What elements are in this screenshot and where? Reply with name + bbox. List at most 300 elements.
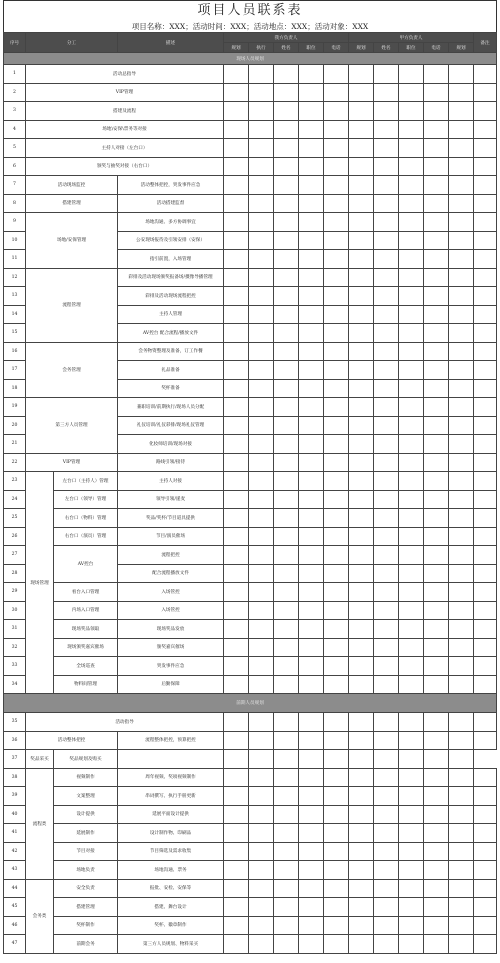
blank-cell [224, 398, 249, 417]
table-row [4, 546, 497, 565]
blank-cell [224, 824, 249, 843]
row-description: 突发事件应急 [118, 657, 224, 676]
blank-cell [274, 268, 299, 287]
row-description: 流程整体把控，预算把控 [118, 731, 224, 750]
blank-cell [224, 65, 249, 84]
row-number: 29 [4, 583, 26, 602]
row-number: 15 [4, 324, 26, 343]
blank-cell [424, 935, 449, 954]
row-number: 7 [4, 176, 26, 195]
blank-cell [324, 879, 349, 898]
blank-cell [399, 379, 424, 398]
row-description: 化妆师培训/现场对接 [118, 435, 224, 454]
blank-cell [249, 861, 274, 880]
row-number: 34 [4, 675, 26, 694]
row-number: 5 [4, 139, 26, 158]
blank-cell [349, 194, 374, 213]
blank-cell [449, 231, 474, 250]
blank-cell [324, 398, 349, 417]
blank-cell [424, 305, 449, 324]
blank-cell [424, 379, 449, 398]
blank-cell [399, 768, 424, 787]
blank-cell [349, 527, 374, 546]
blank-cell [349, 879, 374, 898]
blank-cell [224, 842, 249, 861]
table-row [4, 83, 497, 102]
blank-cell [449, 527, 474, 546]
blank-cell [474, 231, 497, 250]
blank-cell [224, 935, 249, 954]
blank-cell [399, 157, 424, 176]
blank-cell [299, 601, 324, 620]
table-body [4, 53, 497, 954]
blank-cell [449, 861, 474, 880]
blank-cell [324, 509, 349, 528]
row-number: 40 [4, 805, 26, 824]
blank-cell [374, 509, 399, 528]
blank-cell [249, 546, 274, 565]
blank-cell [399, 842, 424, 861]
blank-cell [249, 564, 274, 583]
blank-cell [474, 176, 497, 195]
row-division: VIP管理 [26, 453, 118, 472]
row-number: 43 [4, 861, 26, 880]
row-subdivision: 奖品采买 [26, 750, 54, 769]
blank-cell [349, 657, 374, 676]
blank-cell [274, 157, 299, 176]
blank-cell [449, 916, 474, 935]
blank-cell [374, 324, 399, 343]
row-number: 6 [4, 157, 26, 176]
blank-cell [249, 657, 274, 676]
row-description: 路线引领/接待 [118, 453, 224, 472]
row-description: 礼品准备 [118, 361, 224, 380]
blank-cell [449, 787, 474, 806]
blank-cell [249, 194, 274, 213]
blank-cell [349, 139, 374, 158]
blank-cell [274, 65, 299, 84]
blank-cell [274, 453, 299, 472]
table-row [4, 898, 497, 917]
blank-cell [274, 620, 299, 639]
row-description: 奖杯准备 [118, 379, 224, 398]
blank-cell [299, 213, 324, 232]
blank-cell [399, 231, 424, 250]
blank-cell [374, 231, 399, 250]
blank-cell [324, 176, 349, 195]
blank-cell [299, 842, 324, 861]
blank-cell [299, 379, 324, 398]
blank-cell [399, 361, 424, 380]
blank-cell [224, 361, 249, 380]
row-subdivision: 全场巡查 [54, 657, 118, 676]
row-number: 35 [4, 713, 26, 732]
blank-cell [399, 398, 424, 417]
table-row [4, 583, 497, 602]
row-description: 后勤保障 [118, 675, 224, 694]
blank-cell [399, 861, 424, 880]
blank-cell [274, 176, 299, 195]
blank-cell [249, 305, 274, 324]
row-description: 会务物资整理及准备，订工作餐 [118, 342, 224, 361]
blank-cell [274, 675, 299, 694]
blank-cell [299, 768, 324, 787]
blank-cell [374, 490, 399, 509]
blank-cell [374, 787, 399, 806]
row-number: 1 [4, 65, 26, 84]
blank-cell [249, 472, 274, 491]
blank-cell [224, 435, 249, 454]
blank-cell [224, 176, 249, 195]
blank-cell [224, 861, 249, 880]
blank-cell [274, 342, 299, 361]
row-subdivision: 左台口（领导）管理 [54, 490, 118, 509]
row-subdivision: 物料间管理 [54, 675, 118, 694]
blank-cell [424, 638, 449, 657]
blank-cell [224, 546, 249, 565]
blank-cell [274, 361, 299, 380]
blank-cell [324, 620, 349, 639]
blank-cell [374, 731, 399, 750]
blank-cell [374, 601, 399, 620]
row-number: 39 [4, 787, 26, 806]
blank-cell [324, 564, 349, 583]
blank-cell [399, 268, 424, 287]
blank-cell [274, 713, 299, 732]
row-number: 3 [4, 102, 26, 121]
row-description: 节目筛选及需求收集 [118, 842, 224, 861]
blank-cell [399, 65, 424, 84]
blank-cell [224, 490, 249, 509]
blank-cell [324, 305, 349, 324]
row-division-group: 会务类 [26, 879, 54, 953]
blank-cell [324, 361, 349, 380]
blank-cell [374, 379, 399, 398]
header-our-side: 我方负责人 [224, 33, 349, 43]
blank-cell [399, 879, 424, 898]
blank-cell [424, 546, 449, 565]
blank-cell [424, 83, 449, 102]
row-subdivision: 安全负责 [54, 879, 118, 898]
row-number: 24 [4, 490, 26, 509]
blank-cell [249, 768, 274, 787]
blank-cell [349, 787, 374, 806]
blank-cell [224, 731, 249, 750]
blank-cell [474, 546, 497, 565]
row-description: 周年视频、奖项视频制作 [118, 768, 224, 787]
blank-cell [474, 398, 497, 417]
blank-cell [224, 787, 249, 806]
row-task: 主持人对接（左台口） [26, 139, 224, 158]
blank-cell [449, 416, 474, 435]
blank-cell [399, 416, 424, 435]
row-task: 颁奖与抽奖对接（右台口） [26, 157, 224, 176]
blank-cell [299, 805, 324, 824]
subheader: 规划 [349, 43, 374, 53]
blank-cell [474, 564, 497, 583]
blank-cell [474, 342, 497, 361]
blank-cell [374, 768, 399, 787]
blank-cell [424, 324, 449, 343]
blank-cell [274, 139, 299, 158]
blank-cell [399, 509, 424, 528]
row-description: 公安现场报待及引领安排（安保） [118, 231, 224, 250]
blank-cell [424, 250, 449, 269]
blank-cell [424, 601, 449, 620]
blank-cell [299, 509, 324, 528]
blank-cell [424, 342, 449, 361]
blank-cell [474, 805, 497, 824]
contact-sheet [3, 0, 497, 954]
blank-cell [224, 213, 249, 232]
blank-cell [474, 731, 497, 750]
blank-cell [274, 379, 299, 398]
blank-cell [474, 194, 497, 213]
blank-cell [449, 213, 474, 232]
blank-cell [249, 176, 274, 195]
blank-cell [449, 342, 474, 361]
blank-cell [324, 416, 349, 435]
blank-cell [324, 546, 349, 565]
blank-cell [324, 472, 349, 491]
blank-cell [374, 620, 399, 639]
blank-cell [374, 861, 399, 880]
blank-cell [399, 657, 424, 676]
blank-cell [249, 509, 274, 528]
blank-cell [399, 250, 424, 269]
table-row [4, 861, 497, 880]
blank-cell [449, 879, 474, 898]
row-number: 28 [4, 564, 26, 583]
blank-cell [249, 787, 274, 806]
blank-cell [274, 824, 299, 843]
blank-cell [349, 490, 374, 509]
blank-cell [424, 805, 449, 824]
blank-cell [224, 713, 249, 732]
blank-cell [374, 879, 399, 898]
blank-cell [449, 453, 474, 472]
blank-cell [424, 583, 449, 602]
blank-cell [324, 324, 349, 343]
row-number: 37 [4, 750, 26, 769]
blank-cell [424, 527, 449, 546]
row-number: 21 [4, 435, 26, 454]
row-number: 20 [4, 416, 26, 435]
blank-cell [224, 879, 249, 898]
blank-cell [399, 805, 424, 824]
blank-cell [399, 638, 424, 657]
row-description: 入场管控 [118, 583, 224, 602]
blank-cell [374, 157, 399, 176]
blank-cell [224, 453, 249, 472]
row-description: 礼仪培训/礼仪彩排/现场礼仪管理 [118, 416, 224, 435]
row-description: 延展平面设计提供 [118, 805, 224, 824]
row-description: 奖品/奖杯/节目道具提供 [118, 509, 224, 528]
blank-cell [274, 935, 299, 954]
row-number: 30 [4, 601, 26, 620]
blank-cell [474, 324, 497, 343]
row-number: 27 [4, 546, 26, 565]
blank-cell [224, 620, 249, 639]
blank-cell [274, 120, 299, 139]
blank-cell [118, 750, 224, 769]
blank-cell [424, 713, 449, 732]
blank-cell [249, 713, 274, 732]
blank-cell [424, 879, 449, 898]
blank-cell [274, 213, 299, 232]
blank-cell [399, 601, 424, 620]
row-description: 兼职培训/前期执行/现场人员分配 [118, 398, 224, 417]
subheader: 电话 [324, 43, 349, 53]
blank-cell [299, 287, 324, 306]
blank-cell [274, 768, 299, 787]
blank-cell [274, 250, 299, 269]
blank-cell [374, 472, 399, 491]
blank-cell [224, 416, 249, 435]
blank-cell [474, 935, 497, 954]
blank-cell [474, 102, 497, 121]
blank-cell [399, 176, 424, 195]
table-row [4, 675, 497, 694]
blank-cell [224, 657, 249, 676]
blank-cell [324, 731, 349, 750]
blank-cell [224, 324, 249, 343]
blank-cell [474, 916, 497, 935]
blank-cell [449, 713, 474, 732]
blank-cell [249, 879, 274, 898]
blank-cell [324, 194, 349, 213]
blank-cell [349, 379, 374, 398]
row-description: 指引前置，入场管理 [118, 250, 224, 269]
blank-cell [449, 83, 474, 102]
blank-cell [299, 194, 324, 213]
blank-cell [424, 842, 449, 861]
blank-cell [274, 194, 299, 213]
row-number: 9 [4, 213, 26, 232]
blank-cell [299, 250, 324, 269]
row-description: 场地沟通、多方协调事宜 [118, 213, 224, 232]
row-number: 18 [4, 379, 26, 398]
blank-cell [249, 65, 274, 84]
row-subdivision: 设计提供 [54, 805, 118, 824]
blank-cell [274, 583, 299, 602]
blank-cell [374, 250, 399, 269]
blank-cell [274, 657, 299, 676]
blank-cell [274, 287, 299, 306]
table-row [4, 65, 497, 84]
blank-cell [424, 287, 449, 306]
row-division: 活动现场监控 [26, 176, 118, 195]
blank-cell [224, 231, 249, 250]
blank-cell [349, 509, 374, 528]
blank-cell [474, 638, 497, 657]
blank-cell [474, 583, 497, 602]
blank-cell [374, 213, 399, 232]
blank-cell [424, 787, 449, 806]
blank-cell [249, 750, 274, 769]
blank-cell [324, 638, 349, 657]
row-description: 彩排及活动现场颁奖报备场/摄像导播管理 [118, 268, 224, 287]
row-description: 配合流程播放文件 [118, 564, 224, 583]
blank-cell [474, 268, 497, 287]
row-description: 场地沟通、票务 [118, 861, 224, 880]
header-division: 分工 [26, 33, 118, 53]
blank-cell [274, 916, 299, 935]
table-row [4, 750, 497, 769]
table-row [4, 768, 497, 787]
blank-cell [374, 916, 399, 935]
blank-cell [474, 713, 497, 732]
header-remarks: 备注 [474, 33, 497, 53]
blank-cell [274, 546, 299, 565]
project-info: 项目名称：XXX；活动时间：XXX；活动地点：XXX；活动对象：XXX [3, 21, 497, 32]
blank-cell [224, 675, 249, 694]
blank-cell [224, 250, 249, 269]
blank-cell [299, 916, 324, 935]
blank-cell [374, 583, 399, 602]
blank-cell [299, 564, 324, 583]
blank-cell [374, 65, 399, 84]
blank-cell [299, 935, 324, 954]
blank-cell [399, 546, 424, 565]
row-number: 36 [4, 731, 26, 750]
blank-cell [399, 564, 424, 583]
blank-cell [349, 342, 374, 361]
blank-cell [399, 620, 424, 639]
blank-cell [449, 157, 474, 176]
blank-cell [449, 824, 474, 843]
blank-cell [349, 120, 374, 139]
blank-cell [249, 898, 274, 917]
blank-cell [274, 509, 299, 528]
row-subdivision: 左台口（主持人）管理 [54, 472, 118, 491]
blank-cell [424, 213, 449, 232]
blank-cell [449, 490, 474, 509]
blank-cell [474, 490, 497, 509]
blank-cell [474, 842, 497, 861]
blank-cell [249, 324, 274, 343]
table-row [4, 490, 497, 509]
blank-cell [349, 898, 374, 917]
blank-cell [299, 472, 324, 491]
blank-cell [224, 194, 249, 213]
row-number: 42 [4, 842, 26, 861]
blank-cell [449, 102, 474, 121]
table-row [4, 916, 497, 935]
blank-cell [374, 527, 399, 546]
blank-cell [349, 435, 374, 454]
row-number: 41 [4, 824, 26, 843]
row-task: 活动总指导 [26, 65, 224, 84]
blank-cell [424, 898, 449, 917]
row-description: 入场管控 [118, 601, 224, 620]
blank-cell [249, 102, 274, 121]
blank-cell [474, 416, 497, 435]
blank-cell [474, 453, 497, 472]
blank-cell [399, 750, 424, 769]
blank-cell [374, 342, 399, 361]
row-subdivision: 内场入口管理 [54, 601, 118, 620]
row-subdivision: AV控台 [54, 546, 118, 583]
row-division-group: 现场管理 [26, 472, 54, 694]
row-number: 16 [4, 342, 26, 361]
blank-cell [424, 453, 449, 472]
blank-cell [224, 509, 249, 528]
blank-cell [249, 935, 274, 954]
blank-cell [399, 713, 424, 732]
row-number: 25 [4, 509, 26, 528]
row-description: 主持人对接 [118, 472, 224, 491]
